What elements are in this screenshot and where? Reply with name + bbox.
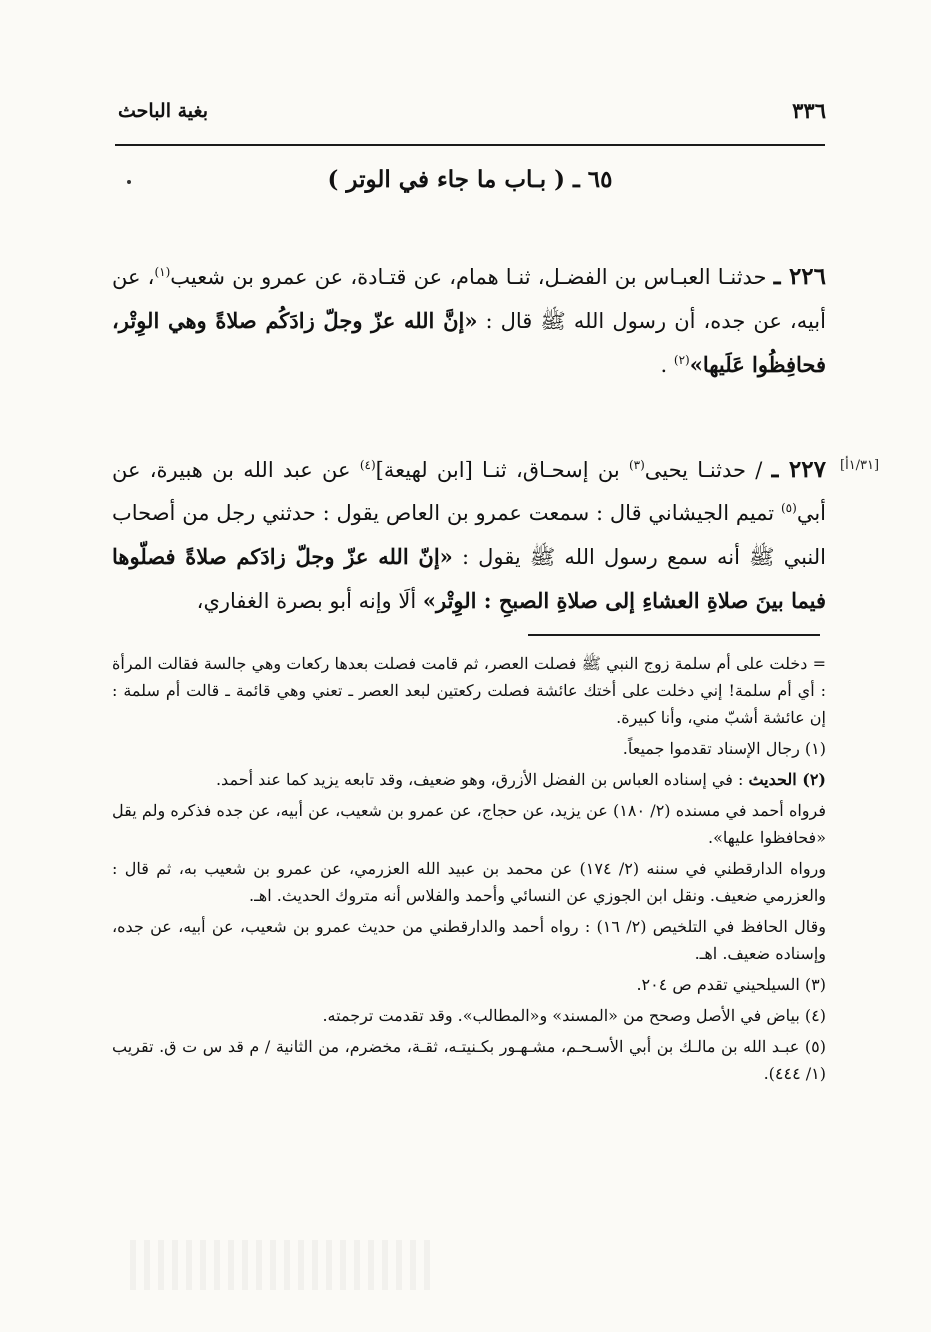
footnote-2-text: : في إسناده العباس بن الفضل الأزرق، وهو ضعيف، وقد تابعه يزيد كما عند أحمد. xyxy=(215,770,749,789)
hadith-text: عن عبد الله بن هبيرة، عن أبي xyxy=(112,458,826,525)
hadith-text: . xyxy=(660,353,674,377)
footnote-ref: (٤) xyxy=(359,458,376,472)
footnote-1: (١) رجال الإسناد تقدموا جميعاً. xyxy=(622,739,826,758)
hadith-226-text xyxy=(112,255,826,387)
header-rule xyxy=(115,144,825,146)
hadith-number: ٢٢٦ ـ xyxy=(773,263,826,290)
hadith-226 xyxy=(112,255,826,387)
footnote-continuation: = دخلت على أم سلمة زوج النبي ﷺ فصلت العصر، ثم قامت فصلت بعدها ركعات وهي جالسة فقالت المرأة : أي أم سلمة! إني دخلت على أختك عائشة فصلت ركعتين لبعد العصر ـ تعني وهي قائمة ـ قالت أم سلمة : إن عائشة أشبّ مني، وأنا كبيرة. xyxy=(112,654,827,727)
footnote-2-paragraph: فرواه أحمد في مسنده (٢/ ١٨٠) عن يزيد، عن حجاج، عن عمرو بن شعيب، عن أبيه، عن جده فذكره ولم يقل «فحافظوا عليها». xyxy=(112,801,826,847)
footnote-2-paragraph: ورواه الدارقطني في سننه (٢/ ١٧٤) عن محمد بن عبيد الله العزرمي، عن عمرو بن شعيب به، ثم قال : والعزرمي ضعيف. ونقل ابن الجوزي عن النسائي وأحمد والفلاس أنه متروك الحديث. اهـ. xyxy=(112,859,827,905)
prophetic-quote: «إنَّ الله عزّ وجلّ زادَكُم صلاةً وهي الوِتْر، فحافِظُوا عَلَيها» xyxy=(112,308,826,377)
footnote-2 xyxy=(112,766,826,793)
manuscript-folio-ref: [١/٣١أ] xyxy=(840,458,880,473)
footnote-4: (٤) بياض في الأصل وصحح من «المسند» و«المطالب». وقد تقدمت ترجمته. xyxy=(322,1006,826,1025)
running-title: بغية الباحث xyxy=(118,100,208,122)
hadith-227 xyxy=(112,448,826,623)
footnote-5: (٥) عبـد الله بن مالـك بن أبي الأسـحـم، مشـهـور بكـنيتـه، ثقـة، مخضرم، من الثانية / م قد س ت ق. تقريب (١/ ٤٤٤). xyxy=(112,1037,826,1083)
chapter-title: ٦٥ ـ ( بـاب ما جاء في الوتر ) xyxy=(327,166,613,193)
footnote-ref: (٥) xyxy=(780,501,797,515)
hadith-text: ألَا وإنه أبو بصرة الغفاري، xyxy=(196,589,423,613)
hadith-number: ٢٢٧ ـ xyxy=(771,456,826,483)
hadith-text: تميم الجيشاني قال : سمعت عمرو بن العاص يقول : حدثني رجل من أصحاب النبي ﷺ أنه سمع رسول الله ﷺ يقول : xyxy=(112,501,826,569)
hadith-text: / حدثنـا يحيى xyxy=(644,458,772,482)
hadith-text: بن إسحـاق، ثنـا [ابن لهيعة] xyxy=(375,458,629,482)
footnote-2-label: (٢) الحديث xyxy=(748,770,826,789)
footnote-ref: (٣) xyxy=(628,458,645,472)
footnote-3: (٣) السيلحيني تقدم ص ٢٠٤. xyxy=(636,975,826,994)
footnotes xyxy=(112,650,826,1091)
footnote-ref: (١) xyxy=(154,265,171,279)
footnote-rule xyxy=(528,634,820,636)
page-number: ٣٣٦ xyxy=(792,98,826,123)
show-through-texture xyxy=(130,1240,430,1290)
hadith-text: حدثنـا العبـاس بن الفضـل، ثنـا همام، عن قتـادة، عن عمرو بن شعيب xyxy=(170,265,774,289)
footnote-2-paragraph: وقال الحافظ في التلخيص (٢/ ١٦) : رواه أحمد والدارقطني من حديث عمرو بن شعيب، عن أبيه، عن جده، وإسناده ضعيف. اهـ. xyxy=(112,917,826,963)
prophetic-quote: «إنّ الله عزّ وجلّ زادَكم صلاةً فصلّوها فيما بينَ صلاةِ العشاءِ إلى صلاةِ الصبحِ : الوِتْر» xyxy=(112,544,826,613)
hadith-227-text xyxy=(112,448,826,623)
footnote-ref: (٢) xyxy=(673,353,690,367)
hadith-text: ، عن أبيه، عن جده، أن رسول الله ﷺ قال : xyxy=(112,265,826,333)
